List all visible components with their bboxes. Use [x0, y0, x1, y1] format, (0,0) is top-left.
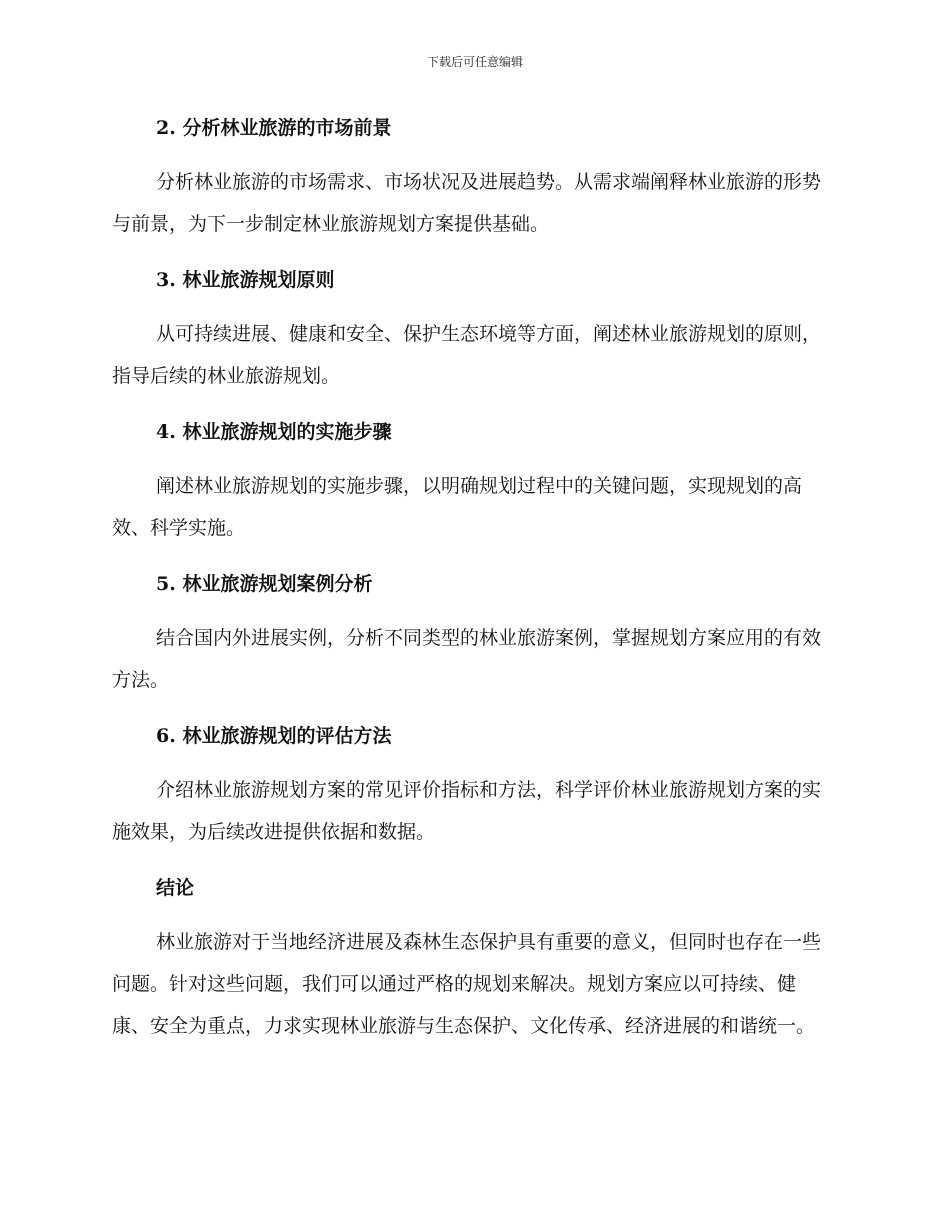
- section-paragraph: 阐述林业旅游规划的实施步骤，以明确规划过程中的关键问题，实现规划的高效、科学实施。: [112, 475, 803, 539]
- section-heading: 2. 分析林业旅游的市场前景: [156, 117, 392, 139]
- section-paragraph: 林业旅游对于当地经济进展及森林生态保护具有重要的意义，但同时也存在一些问题。针对这些问题，我们可以通过严格的规划来解决。规划方案应以可持续、健康、安全为重点，力求实现林业旅游与生态保护、文化传承、经济进展的和谐统一。: [112, 931, 822, 1037]
- section-paragraph: 分析林业旅游的市场需求、市场状况及进展趋势。从需求端阐释林业旅游的形势与前景，为下一步制定林业旅游规划方案提供基础。: [112, 171, 822, 235]
- section-paragraph: 介绍林业旅游规划方案的常见评价指标和方法，科学评价林业旅游规划方案的实施效果，为后续改进提供依据和数据。: [112, 779, 822, 843]
- section-heading: 5. 林业旅游规划案例分析: [156, 573, 373, 595]
- section-heading: 6. 林业旅游规划的评估方法: [156, 725, 392, 747]
- page-header: 下载后可任意编辑: [426, 55, 523, 69]
- section-heading: 4. 林业旅游规划的实施步骤: [156, 421, 392, 443]
- section-paragraph: 从可持续进展、健康和安全、保护生态环境等方面，阐述林业旅游规划的原则，指导后续的林业旅游规划。: [112, 323, 822, 387]
- section-heading: 3. 林业旅游规划原则: [156, 269, 335, 291]
- section-heading: 结论: [156, 877, 195, 899]
- section-paragraph: 结合国内外进展实例，分析不同类型的林业旅游案例，掌握规划方案应用的有效方法。: [112, 627, 822, 691]
